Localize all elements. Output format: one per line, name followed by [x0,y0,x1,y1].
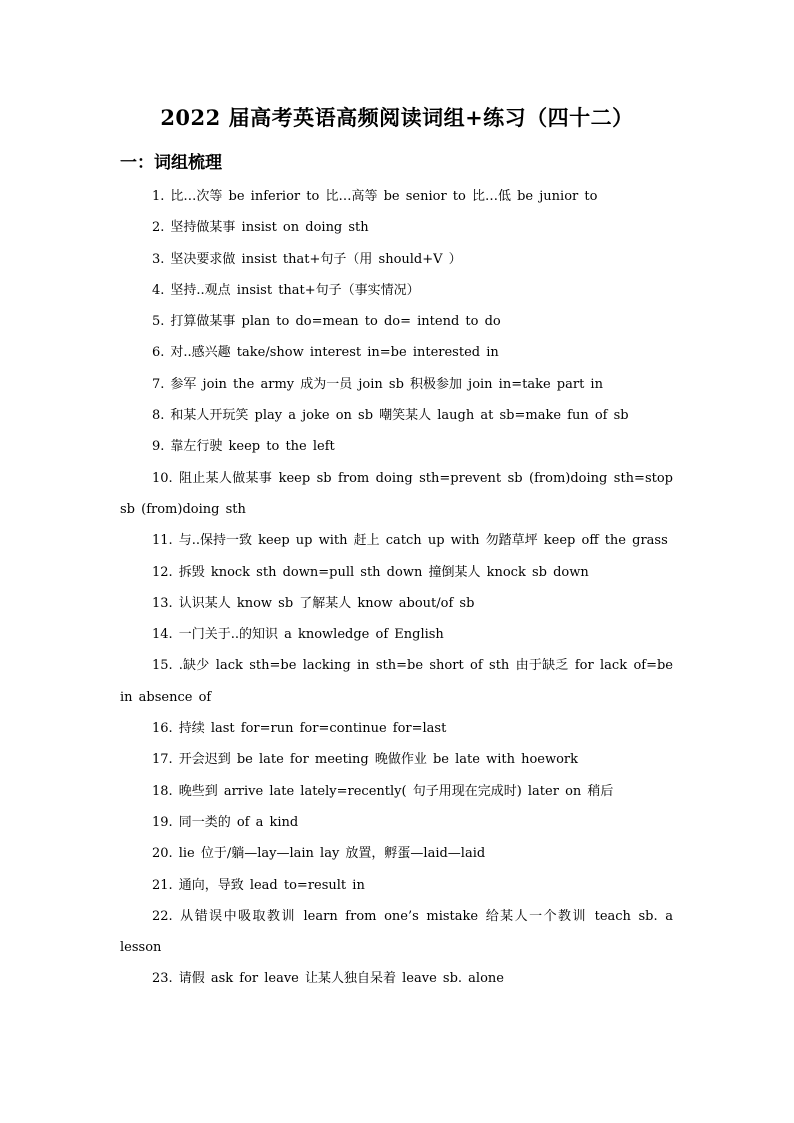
list-item [120,650,673,713]
item-number: 19. [152,814,173,830]
item-text: 同一类的 of a kind [178,814,299,830]
list-item [120,431,673,462]
item-text: 参军 join the army 成为一员 join sb 积极参加 join in=take part in [170,376,603,392]
item-number: 8. [152,408,165,424]
list-item [120,963,673,994]
item-number: 9. [152,439,165,455]
item-number: 14. [152,627,173,643]
phrase-list [120,181,673,995]
item-number: 21. [152,877,173,893]
section-heading: 一：词组梳理 [120,153,222,173]
item-number: 10. [152,470,173,486]
list-item [120,807,673,838]
item-number: 12. [152,564,173,580]
item-text: 坚持..观点 insist that+句子（事实情况） [170,282,420,298]
item-number: 11. [152,533,173,549]
item-text: 持续 last for=run for=continue for=last [178,721,447,737]
item-number: 3. [152,251,165,267]
item-text: 从错误中吸取教训 learn from one’s mistake 给某人一个教训 teach sb. a lesson [120,908,673,956]
list-item [120,369,673,400]
item-text: 坚决要求做 insist that+句子（用 should+V ） [170,251,462,267]
list-item [120,776,673,807]
item-text: 坚持做某事 insist on doing sth [170,220,369,236]
item-text: 晚些到 arrive late lately=recently( 句子用现在完成时) later on 稍后 [178,783,614,799]
item-text: 和某人开玩笑 play a joke on sb 嘲笑某人 laugh at sb=make fun of sb [170,408,629,424]
item-text: 请假 ask for leave 让某人独自呆着 leave sb. alone [178,971,504,987]
item-text: 认识某人 know sb 了解某人 know about/of sb [178,595,475,611]
list-item [120,838,673,869]
item-text: 打算做某事 plan to do=mean to do= intend to do [170,314,501,330]
item-text: 对..感兴趣 take/show interest in=be interested in [170,345,499,361]
list-item [120,557,673,588]
item-number: 4. [152,282,165,298]
document-title: 2022 届高考英语高频阅读词组+练习（四十二） [160,105,634,130]
list-item [120,901,673,964]
item-number: 16. [152,721,173,737]
item-number: 17. [152,752,173,768]
list-item [120,870,673,901]
list-item [120,337,673,368]
item-text: 与..保持一致 keep up with 赶上 catch up with 勿踏草坪 keep off the grass [178,533,668,549]
list-item [120,463,673,526]
list-item [120,744,673,775]
item-number: 2. [152,220,165,236]
item-number: 18. [152,783,173,799]
list-item [120,619,673,650]
list-item [120,244,673,275]
list-item [120,400,673,431]
item-number: 23. [152,971,173,987]
item-number: 20. [152,846,173,862]
list-item [120,525,673,556]
item-text: .缺少 lack sth=be lacking in sth=be short of sth 由于缺乏 for lack of=be in absence of [120,658,673,705]
item-text: 比…次等 be inferior to 比…高等 be senior to 比…低 be junior to [170,189,598,204]
item-number: 13. [152,595,173,611]
item-text: 通向，导致 lead to=result in [178,877,365,893]
list-item [120,181,673,212]
item-text: 阻止某人做某事 keep sb from doing sth=prevent sb (from)doing sth=stop sb (from)doing sth [120,470,673,517]
item-number: 7. [152,376,165,392]
item-text: 拆毁 knock sth down=pull sth down 撞倒某人 knock sb down [178,564,589,580]
item-text: 开会迟到 be late for meeting 晚做作业 be late with hoework [178,752,579,768]
item-text: 一门关于..的知识 a knowledge of English [178,627,444,643]
item-number: 6. [152,345,165,361]
item-number: 5. [152,314,165,330]
list-item [120,588,673,619]
list-item [120,212,673,243]
item-number: 1. [152,189,165,204]
item-text: lie 位于/躺—lay—lain lay 放置，孵蛋—laid—laid [178,846,486,862]
list-item [120,713,673,744]
list-item [120,275,673,306]
item-number: 22. [152,908,173,924]
list-item [120,306,673,337]
item-number: 15. [152,658,173,674]
item-text: 靠左行驶 keep to the left [170,439,335,455]
